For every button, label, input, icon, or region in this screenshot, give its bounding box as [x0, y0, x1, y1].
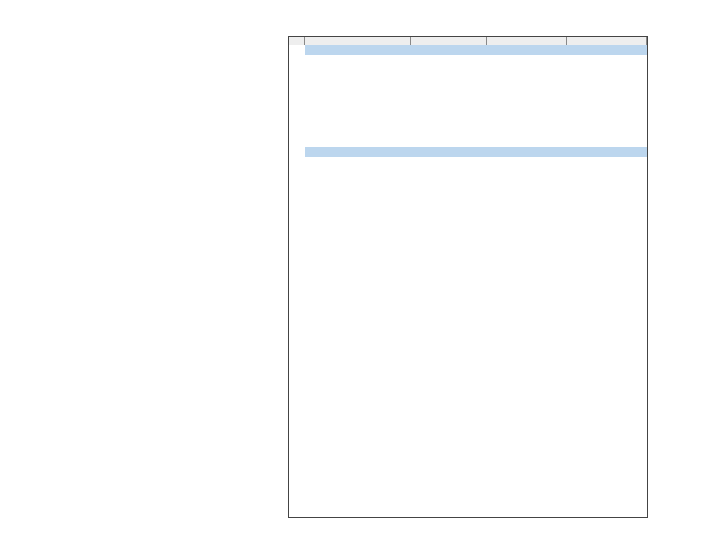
spreadsheet-exhibit — [288, 36, 648, 518]
hdr-total-2 — [567, 167, 647, 177]
corner-cell — [289, 37, 305, 45]
hdr-total-1 — [567, 157, 647, 167]
col-b-header — [411, 37, 487, 45]
option-value-chart — [305, 288, 647, 476]
hdr-time-2 — [487, 167, 567, 177]
col-a-header — [305, 37, 411, 45]
input-header — [305, 55, 647, 65]
col-c-header — [487, 37, 567, 45]
column-headers — [289, 37, 647, 45]
hdr-spot — [305, 167, 411, 177]
col-d-header — [567, 37, 647, 45]
sheet-title — [305, 45, 647, 55]
effect-header — [305, 147, 647, 157]
hdr-intrinsic-2 — [411, 167, 487, 177]
hdr-time-1 — [487, 157, 567, 167]
hdr-intrinsic-1 — [411, 157, 487, 167]
